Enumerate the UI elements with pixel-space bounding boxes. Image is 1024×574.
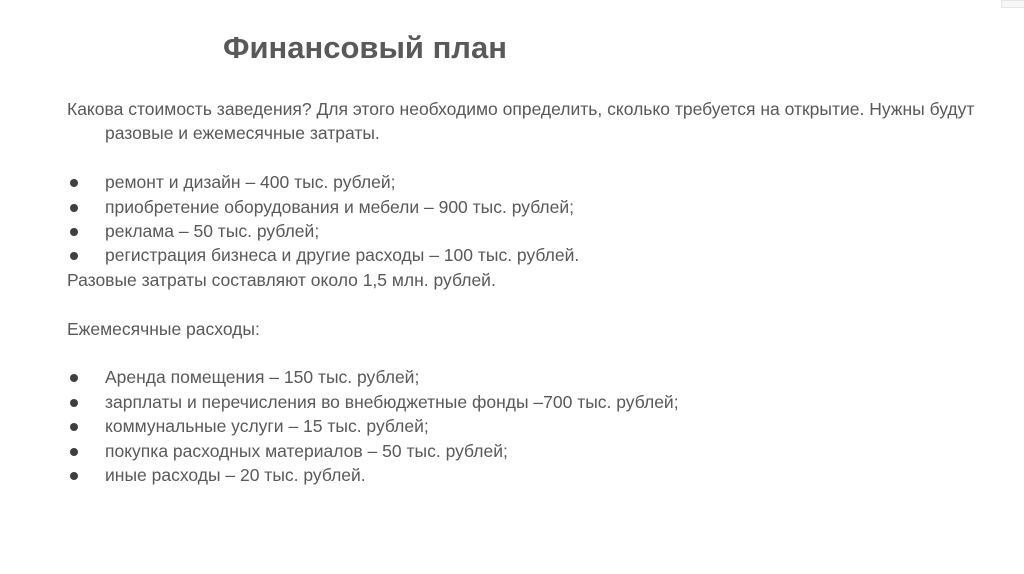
list-item-text: регистрация бизнеса и другие расходы – 100 тыс. рублей. <box>105 245 580 266</box>
list-item-text: ремонт и дизайн – 400 тыс. рублей; <box>105 172 396 193</box>
bullet-dot-icon <box>70 399 78 407</box>
corner-mark <box>1001 0 1024 8</box>
one-time-summary: Разовые затраты составляют около 1,5 млн. рублей. <box>67 269 496 290</box>
list-item-text: зарплаты и перечисления во внебюджетные фонды –700 тыс. рублей; <box>105 391 679 412</box>
spacer <box>67 292 997 316</box>
bullet-dot-icon <box>70 204 78 212</box>
bullet-dot-icon <box>70 472 78 480</box>
list-item <box>67 219 997 243</box>
list-item-text: Аренда помещения – 150 тыс. рублей; <box>105 367 420 388</box>
list-item <box>67 365 997 389</box>
slide-body <box>67 97 997 487</box>
list-item <box>67 463 997 487</box>
slide-title: Финансовый план <box>223 30 507 65</box>
bullet-dot-icon <box>70 423 78 431</box>
list-item-text: коммунальные услуги – 15 тыс. рублей; <box>105 416 429 437</box>
list-item-text: реклама – 50 тыс. рублей; <box>105 221 320 242</box>
list-item <box>67 414 997 438</box>
bullet-dot-icon <box>70 448 78 456</box>
monthly-costs-list <box>67 365 997 487</box>
list-item-text: приобретение оборудования и мебели – 900 тыс. рублей; <box>105 196 575 217</box>
one-time-costs-list <box>67 170 997 268</box>
spacer <box>67 341 997 365</box>
spacer <box>67 146 997 170</box>
bullet-dot-icon <box>70 252 78 260</box>
list-item <box>67 195 997 219</box>
list-item-text: иные расходы – 20 тыс. рублей. <box>105 465 366 486</box>
monthly-heading: Ежемесячные расходы: <box>67 318 260 339</box>
list-item <box>67 390 997 414</box>
list-item-text: покупка расходных материалов – 50 тыс. рублей; <box>105 440 508 461</box>
bullet-dot-icon <box>70 228 78 236</box>
list-item <box>67 243 997 267</box>
list-item <box>67 439 997 463</box>
bullet-dot-icon <box>70 179 78 187</box>
bullet-dot-icon <box>70 374 78 382</box>
list-item <box>67 170 997 194</box>
intro-paragraph: Какова стоимость заведения? Для этого необходимо определить, сколько требуется на открытие. Нужны будут разовые и ежемесячные затраты. <box>67 99 975 144</box>
